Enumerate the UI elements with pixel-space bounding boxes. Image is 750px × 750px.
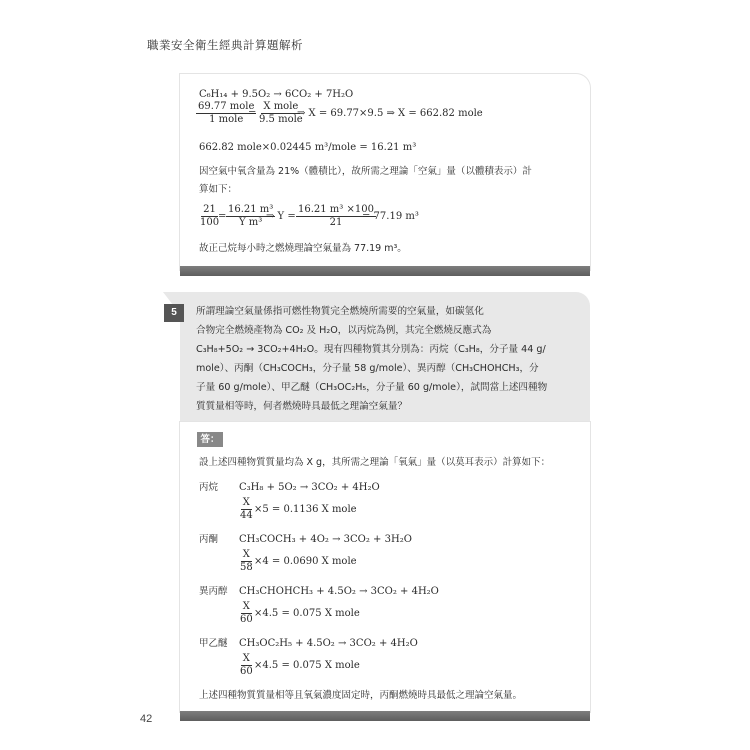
page-number: 42 [140,713,153,725]
equals-sign: = [218,211,227,222]
equation-propane: C₃H₈ + 5O₂ → 3CO₂ + 4H₂O [239,482,380,493]
question-line: mole）、丙酮（CH₃COCH₃，分子量 58 g/mole）、異丙醇（CH₃CHOHCH₃，分 [196,363,539,374]
question-line: 所謂理論空氣量係指可燃性物質完全燃燒所需要的空氣量，如碳氫化 [196,306,484,317]
substance-name-methyl-ethyl-ether: 甲乙醚 [199,638,228,649]
combustion-equation-hexane: C₆H₁₄ + 9.5O₂ → 6CO₂ + 7H₂O [199,89,354,100]
fraction-denominator: Y m³ [239,217,263,228]
question-line: 質質量相等時，何者燃燒時具最低之理論空氣量？ [196,401,408,412]
fraction-numerator: X mole [263,101,299,112]
question-line: C₃H₈+5O₂ → 3CO₂+4H₂O。現有四種物質其分別為：丙烷（C₃H₈，分子量 44 g/ [196,344,546,355]
fraction-numerator: 69.77 mole [198,101,255,112]
air-ratio-note-line2: 算如下： [199,184,238,195]
question-line: 合物完全燃燒產物為 CO₂ 及 H₂O，以丙烷為例，其完全燃燒反應式為 [196,325,492,336]
answer-badge: 答： [197,432,223,447]
oxygen-moles-isopropanol: ×4.5 = 0.075 X mole [254,608,360,619]
fraction-numerator: 16.21 m³ [228,204,274,215]
question-number-badge: 5 [164,304,184,322]
card-bottom-bar [180,266,590,276]
card-bottom-bar [180,711,590,721]
fraction-denominator: 60 [240,666,253,677]
equation-acetone: CH₃COCH₃ + 4O₂ → 3CO₂ + 3H₂O [239,534,412,545]
substance-name-acetone: 丙酮 [199,534,219,545]
answer-intro: 設上述四種物質質量均為 X g，其所需之理論「氧氣」量（以莫耳表示）計算如下： [199,457,551,468]
question-line: 子量 60 g/mole）、甲乙醚（CH₃OC₂H₅，分子量 60 g/mole），試問當上述四種物 [196,382,548,393]
substance-name-propane: 丙烷 [199,482,219,493]
fraction-denominator: 100 [200,217,220,228]
question-text [196,302,576,416]
fraction-denominator: 9.5 mole [259,114,303,125]
fraction-numerator: 16.21 m³ ×100 [298,204,374,215]
oxygen-moles-propane: ×5 = 0.1136 X mole [254,504,357,515]
equals-sign: = [248,108,257,119]
equation-methyl-ethyl-ether: CH₃OC₂H₅ + 4.5O₂ → 3CO₂ + 4H₂O [239,638,418,649]
fraction-denominator: 21 [329,217,343,228]
previous-answer-conclusion: 故正己烷每小時之燃燒理論空氣量為 77.19 m³。 [199,243,407,254]
air-volume-result: = 77.19 m³ [362,211,419,222]
air-ratio-note-line1: 因空氣中氧含量為 21%（體積比），故所需之理論「空氣」量（以體積表示）計 [199,166,532,177]
implies-y: ⇒ Y = [266,211,296,222]
oxygen-moles-methyl-ethyl-ether: ×4.5 = 0.075 X mole [254,660,360,671]
oxygen-mole-result: ⇒ X = 69.77×9.5 ⇒ X = 662.82 mole [297,108,483,119]
fraction-numerator: X [242,549,250,560]
oxygen-moles-acetone: ×4 = 0.0690 X mole [254,556,357,567]
fraction-numerator: X [242,653,250,664]
fraction-denominator: 44 [240,510,253,521]
fraction-numerator: X [242,601,250,612]
running-header: 職業安全衛生經典計算題解析 [147,38,303,52]
fraction-propane [238,497,255,522]
fraction-numerator: X [242,497,250,508]
fraction-methyl-ethyl-ether [238,653,255,678]
oxygen-volume-line: 662.82 mole×0.02445 m³/mole = 16.21 m³ [199,142,417,153]
fraction-isopropanol [238,601,255,626]
equation-isopropanol: CH₃CHOHCH₃ + 4.5O₂ → 3CO₂ + 4H₂O [239,586,439,597]
substance-name-isopropanol: 異丙醇 [199,586,228,597]
fraction-denominator: 1 mole [209,114,244,125]
fraction-acetone [238,549,255,574]
answer-conclusion: 上述四種物質質量相等且氧氣濃度固定時，丙酮燃燒時具最低之理論空氣量。 [199,690,523,701]
fraction-numerator: 21 [203,204,216,215]
fraction-denominator: 60 [240,614,253,625]
fraction-denominator: 58 [240,562,253,573]
